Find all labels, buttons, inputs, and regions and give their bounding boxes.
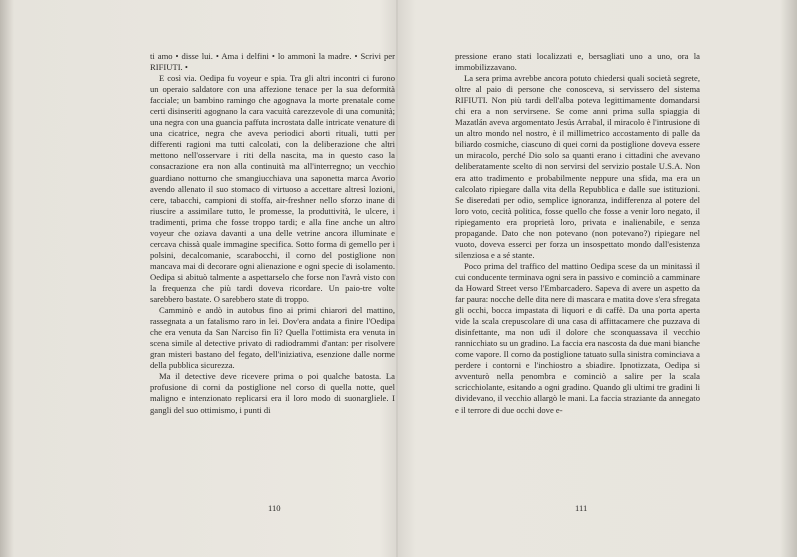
- left-paragraph-4: Ma il detective deve ricevere prima o poi qualche batosta. La profusione di corni da postiglione nel corso di quella notte, quel maligno e intenzionato replicarsi era il loro modo di suonargliele. I gangli del suo ottimismo, i punti di: [150, 371, 395, 415]
- left-paragraph-1: ti amo • disse lui. • Ama i delfini • lo ammonì la madre. • Scrivi per RIFIUTI. •: [150, 51, 395, 73]
- right-page-text: [455, 51, 700, 471]
- left-page-number: 110: [268, 503, 281, 513]
- left-page-text: [150, 51, 395, 471]
- right-paragraph-1: pressione erano stati localizzati e, bersagliati uno a uno, ora la immobilizzavano.: [455, 51, 700, 73]
- right-paragraph-3: Poco prima del traffico del mattino Oedipa scese da un minitassì il cui conducente terminava ogni sera in passivo e cominciò a camminare da Howard Street verso l'Embarcadero. Sapeva di avere un aspetto da far paura: nocche delle dita nere di mascara e matita dove s'era sfregata gli occhi, bocca impastata di liquori e di caffè. Da una porta aperta vide la scala crepuscolare di una casa di affittacamere che puzzava di disinfettante, ma non udì il dolore che sconquassava il vecchio rannicchiato su un gradino. La faccia era nascosta da due mani bianche come vapore. Il corno da postiglione tatuato sulla sinistra cominciava a perdere i contorni e l'inchiostro a sbiadire. Ipnotizzata, Oedipa si avventurò nella penombra e cominciò a salire per la scala scricchiolante, esitando a ogni gradino. Quando gli ultimi tre gradini li dividevano, il vecchio allargò le mani. La faccia straziante da annegato e il terrore di due occhi dove e-: [455, 260, 700, 415]
- right-page-number: 111: [575, 503, 588, 513]
- left-paragraph-3: Camminò e andò in autobus fino ai primi chiarori del mattino, rassegnata a un fatalismo raro in lei. Dov'era andata a finire l'Oedipa che era venuta da San Narciso fin lì? Quella l'ottimista era venuta in scena simile al detective privato di radiodrammi d'antan: per risolvere gran misteri bastano del fegato, dell'iniziativa, esenzione dalle norme della pubblica sicurezza.: [150, 305, 395, 371]
- left-paragraph-2: E così via. Oedipa fu voyeur e spia. Tra gli altri incontri ci furono un operaio saldatore con una affezione tenace per la sua deformità facciale; un bambino ramingo che agognava la morte prenatale come certi disinseriti agognano la cara vacuità carezzevole di una comunità; una negra con una guancia paffuta incrostata dalle intricate venature di una cicatrice, negra che aveva periodici aborti rituali, tutti per differenti ragioni ma tutti calcolati, con la deliberazione che altri mettono nell'osservare i riti della nascita, ma in questo caso la consacrazione era non alla continuità ma all'interregno; un vecchio guardiano notturno che smangiucchiava una saponetta marca Avorio avendo allenato il suo stomaco di virtuoso a accettare altresì lozioni, cere, tabacchi, campioni di stoffa, air-freshner nello sforzo inane di riuscire a assimilare tutto, le promesse, la produttività, le ulcere, i tradimenti, prima che fosse troppo tardi; e alla fine anche un altro voyeur che oziava davanti a una delle vetrine ancora illuminate e cercava chissà quale immagine specifica. Sotto forma di gemello per i polsini, decalcomanie, scarabocchi, il corno del postiglione non mancava mai di decorare ogni alienazione e ogni specie di isolamento. Oedipa si abituò talmente a aspettarselo che forse non l'avrà visto con la frequenza che più tardi doveva ricordare. Un paio-tre volte sarebbero bastate. O sarebbero state di troppo.: [150, 73, 395, 305]
- right-paragraph-2: La sera prima avrebbe ancora potuto chiedersi quali società segrete, oltre al paio di persone che conosceva, si servissero del sistema RIFIUTI. Non più tardi dell'alba poteva legittimamente domandarsi chi era a non servirsene. Se come anni prima sulla spiaggia di Mazatlán aveva argomentato Jesús Arrabal, il miracolo è l'intrusione di un altro mondo nel nostro, è il millimetrico accostamento di palle da biliardo cosmiche, ciascuno di quei corni da postiglione doveva essere un miracolo, perché Dio solo sa quanti erano i cittadini che avevano deliberatamente scelto di non servirsi del servizio postale U.S.A. Non era atto tradimento e probabilmente neppure una sfida, ma era un calcolato ripiegare dalla vita della Repubblica e dalle sue istituzioni. Se diseredati per odio, semplice ignoranza, indifferenza al potere del loro voto, cecità politica, fosse quello che fosse a venir loro negato, il ripiegamento era proprietà loro, privata e inalienabile, e senza propagande. Dato che non potevano (non potevano?) ripiegare nel vuoto, doveva esserci per forza un insospettato mondo dall'esistenza silenziosa e a sé stante.: [455, 73, 700, 260]
- book-gutter: [396, 0, 398, 557]
